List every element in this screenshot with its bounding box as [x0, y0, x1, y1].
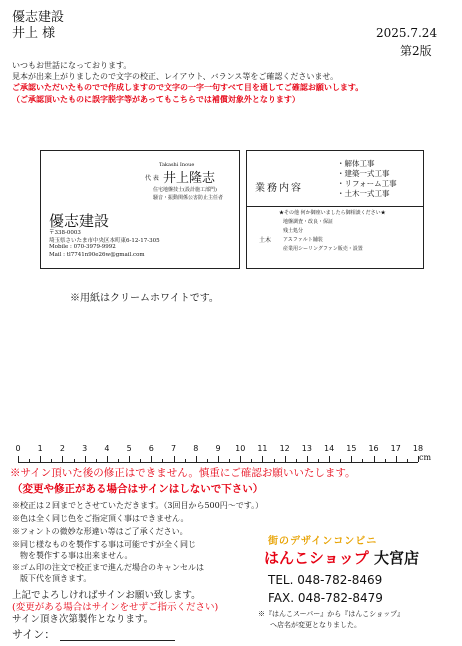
ruler-tick: [18, 456, 19, 462]
business-item: ・リフォーム工事: [337, 179, 397, 188]
person-name: 井上隆志: [163, 171, 216, 186]
notice-4a: ※同じ様なものを製作する事は可能ですが全く同じ: [12, 540, 196, 549]
sign-request: 上記でよろしければサインお願い致します。: [12, 590, 201, 601]
sub-item: 産業用シーリングファン販売・設置: [283, 246, 363, 252]
ruler-tick: [351, 456, 352, 462]
warning-2: （ご承認頂いたものに誤字脱字等があってもこちらでは補償対象外となります）: [12, 94, 300, 104]
shop-name: [264, 547, 419, 568]
shop-footnote-1: ※『はんこスーパー』から『はんこショップ』: [258, 610, 405, 618]
sign-production: サイン頂き次第製作となります。: [12, 614, 154, 625]
ruler-number: 18: [412, 444, 424, 453]
business-label: 業務内容: [255, 183, 303, 194]
ruler-tick: [229, 459, 230, 462]
shop-tel: TEL. 048-782-8469: [268, 573, 383, 587]
sub-item: アスファルト舗装: [283, 237, 323, 243]
notice-5a: ※ゴム印の注文で校正まで進んだ場合のキャンセルは: [12, 563, 204, 572]
date: 2025.7.24: [376, 26, 438, 40]
ruler-number: 17: [390, 444, 401, 453]
notice-3: ※フォントの微妙な形違い等はご了承ください。: [12, 527, 188, 536]
business-card-back: [246, 150, 424, 269]
ruler-number: 11: [257, 444, 268, 453]
ruler-tick: [329, 456, 330, 462]
ruler-number: 7: [171, 444, 177, 453]
ruler-tick: [129, 456, 130, 462]
shop-footnote-2: へ店名が変更となりました。: [270, 621, 361, 629]
sign-caution: (変更がある場合はサインをせずご指示ください): [12, 602, 219, 613]
business-item: ・建築一式工事: [337, 169, 390, 178]
notice-red-1: ※サイン頂いた後の修正はできません。慎重にご確認お願いいたします。: [10, 467, 356, 479]
ruler-tick: [340, 459, 341, 462]
ruler-tick: [218, 456, 219, 462]
shop-branch: 大宮店: [373, 549, 419, 567]
ruler-tick: [385, 459, 386, 462]
ruler-tick: [96, 459, 97, 462]
ruler-tick: [174, 456, 175, 462]
ruler-number: 9: [215, 444, 221, 453]
ruler-tick: [240, 456, 241, 462]
sub-item: 地盤調査・改良・保証: [283, 219, 334, 225]
signature-label: サイン：: [12, 628, 56, 641]
ruler-tick: [262, 456, 263, 462]
ruler-tick: [140, 459, 141, 462]
ruler-tick: [318, 459, 319, 462]
ruler-number: 6: [148, 444, 154, 453]
ruler-tick: [51, 459, 52, 462]
ruler-tick: [362, 459, 363, 462]
ruler-number: 10: [235, 444, 246, 453]
ruler-tick: [185, 459, 186, 462]
ruler: [18, 456, 418, 463]
ruler-tick: [29, 459, 30, 462]
ruler-number: 16: [368, 444, 379, 453]
intro-text: 見本が出来上がりましたので文字の校正、レイアウト、バランス等をご確認くださいませ。: [12, 72, 339, 81]
business-item: ・解体工事: [337, 159, 375, 168]
email: Mail : tl7741n90e26w@gmail.com: [49, 252, 145, 258]
ruler-tick: [151, 456, 152, 462]
sub-item: 残土処分: [283, 228, 304, 234]
ruler-tick: [85, 456, 86, 462]
ruler-tick: [418, 456, 419, 462]
shop-fax: FAX. 048-782-8479: [268, 591, 383, 605]
ruler-tick: [162, 459, 163, 462]
ruler-number: 8: [193, 444, 199, 453]
ruler-number: 0: [15, 444, 21, 453]
ruler-number: 5: [126, 444, 132, 453]
client-name: 井上 様: [12, 26, 56, 41]
notice-1: ※校正は２回までとさせていただきます。（3回目から500円〜です。）: [12, 501, 264, 510]
greeting: いつもお世話になっております。: [12, 61, 132, 70]
card-company: 優志建設: [49, 212, 110, 230]
ruler-tick: [251, 459, 252, 462]
notice-5b: 版下代を頂きます。: [12, 574, 92, 583]
shop-tagline: 街のデザインコンビニ: [268, 536, 378, 547]
version: 第2版: [400, 44, 432, 58]
ruler-number: 1: [37, 444, 43, 453]
company-heading: 優志建設: [12, 10, 65, 25]
ruler-tick: [196, 456, 197, 462]
qualification-2: 騒音・振動関係公害防止主任者: [153, 195, 224, 201]
ruler-tick: [62, 456, 63, 462]
ruler-number: 4: [104, 444, 110, 453]
name-romaji: Takashi Inoue: [159, 162, 195, 168]
warning-1: ご承認いただいたものでで作成しますので文字の一字一句すべて目を通してご確認お願いします。: [12, 82, 364, 92]
ruler-tick: [296, 459, 297, 462]
divider: [247, 206, 423, 207]
doboku-label: 土木: [259, 237, 272, 244]
ruler-number: 13: [301, 444, 312, 453]
business-card-front: [40, 150, 240, 269]
ruler-tick: [374, 456, 375, 462]
address: 埼玉県さいたま市中央区本町東6-12-17-305: [49, 238, 160, 244]
sub-list: [283, 218, 363, 254]
notice-red-2: （変更や修正がある場合はサインはしないで下さい）: [12, 483, 264, 495]
ruler-unit: cm: [419, 453, 432, 462]
ruler-tick: [74, 459, 75, 462]
ruler-number: 14: [324, 444, 335, 453]
business-item: ・土木一式工事: [337, 189, 390, 198]
ruler-tick: [407, 459, 408, 462]
ruler-number: 12: [279, 444, 290, 453]
paper-note: ※用紙はクリームホワイトです。: [70, 293, 219, 304]
ruler-tick: [285, 456, 286, 462]
consult-note: ★その他 何か御座いましたら御相談ください★: [279, 210, 386, 216]
notice-2: ※色は全く同じ色をご指定頂く事はできません。: [12, 514, 189, 523]
ruler-tick: [40, 456, 41, 462]
notice-4b: 物を製作する事は出来ません。: [12, 551, 133, 560]
signature-line[interactable]: [60, 640, 175, 641]
ruler-number: 2: [59, 444, 65, 453]
ruler-tick: [307, 456, 308, 462]
shop-name-main: はんこショップ: [264, 549, 369, 567]
title: 代 表: [145, 175, 159, 182]
postal-code: 〒338-0003: [49, 230, 81, 236]
mobile: Mobile : 070-3979-9992: [49, 244, 116, 250]
qualification-1: 住宅地盤技士(設計施工部門): [153, 187, 217, 193]
business-list: [337, 159, 397, 199]
ruler-tick: [207, 459, 208, 462]
ruler-number: 15: [346, 444, 357, 453]
ruler-tick: [274, 459, 275, 462]
ruler-tick: [118, 459, 119, 462]
ruler-tick: [107, 456, 108, 462]
ruler-tick: [396, 456, 397, 462]
ruler-number: 3: [82, 444, 88, 453]
